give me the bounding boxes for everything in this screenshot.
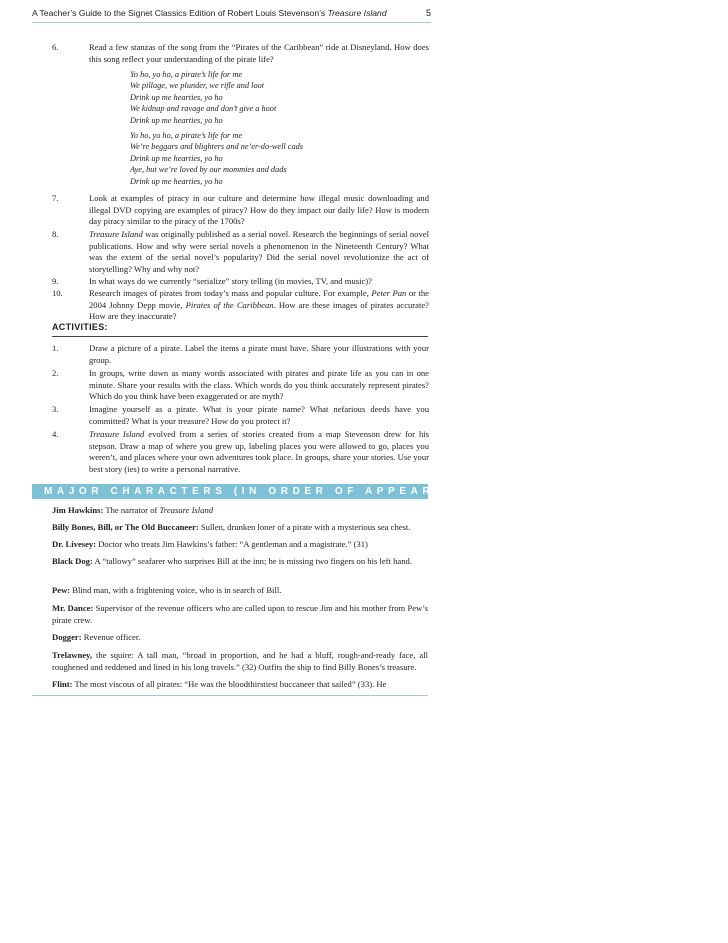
verse-line: We’re beggars and blighters and ne’er-do-well cads (130, 142, 303, 152)
character-name: Dogger: (52, 632, 82, 642)
verse-line: We pillage, we plunder, we rifle and loot (130, 81, 265, 91)
character-entry: Pew: Blind man, with a frightening voice, who is in search of Bill. (52, 585, 282, 595)
activities-divider (52, 336, 428, 337)
question-number: 9. (52, 276, 59, 286)
character-entry: Trelawney, the squire: A tall man, “broad in proportion, and he had a bluff, rough-and-ready face, all roughened and reddened and lined in his long travels.” (32) Outfits the ship to find Billy Bones’s treasure. (52, 650, 428, 672)
characters-heading: MAJOR CHARACTERS (IN ORDER OF APPEARANCE): (44, 486, 497, 497)
verse-line: Drink up me hearties, yo ho (130, 176, 223, 186)
question-number: 7. (52, 193, 59, 203)
character-entry: Jim Hawkins: The narrator of Treasure Island (52, 505, 214, 515)
verse-line: Drink up me hearties, yo ho (130, 115, 223, 125)
question-text: Research images of pirates from today’s mass and popular culture. For example, Peter Pan or the 2004 Johnny Depp movie, Pirates of the Caribbean. How are these images of pirates accurate? How are they inaccurate? (89, 288, 429, 322)
question-number: 10. (52, 288, 63, 298)
question-text: Treasure Island was originally published as a serial novel. Research the beginnings of serial novel publications. How and why were serial novels a phenomenon in the Nineteenth Century? What was the extent of the serial novel’s popularity? Did the serial novel revolutionize the act of storytelling? Why and why not? (89, 229, 429, 274)
song-stanza-1 (130, 69, 390, 126)
book-title: Treasure Island (159, 505, 214, 515)
song-stanza-2 (130, 130, 390, 187)
verse-line: We kidnap and ravage and don’t give a hoot (130, 104, 277, 114)
character-name: Flint: (52, 679, 73, 689)
question-number: 8. (52, 229, 59, 239)
book-title: Treasure Island (89, 429, 145, 439)
activity-number: 3. (52, 404, 59, 414)
character-entry: Flint: The most viscous of all pirates: “He was the bloodthirstiest buccaneer that sailed” (33). He (52, 679, 387, 689)
footer-divider (32, 695, 428, 696)
character-name: Trelawney, (52, 650, 93, 660)
activities-heading: ACTIVITIES: (52, 322, 108, 332)
activity-text: In groups, write down as many words associated with pirates and pirate life as you can in one minute. Share your results with the class. Which words do you think accurately represent pirates? Which do you think have been exaggerated or are myth? (89, 368, 429, 402)
activity-text: Treasure Island evolved from a series of stories created from a map Stevenson drew for his stepson. Draw a map of where you grew up, labeling places you were allowed to go, places you weren’t, and places where your own adventures took place. In groups, share your stories. Use your best story (ies) to write a personal narrative. (89, 429, 429, 474)
verse-line: Drink up me hearties, yo ho (130, 92, 223, 102)
activity-text: Imagine yourself as a pirate. What is your pirate name? What nefarious deeds have you committed? What is your treasure? How do you protect it? (89, 404, 429, 426)
character-name: Pew: (52, 585, 71, 595)
running-head-text: A Teacher’s Guide to the Signet Classics Edition of Robert Louis Stevenson’s Treasure Island (32, 8, 387, 18)
question-text: Look at examples of piracy in our culture and determine how illegal music downloading and illegal DVD copying are examples of piracy? How do they impact our daily life? How is modern day piracy similar to the piracy of the 1700s? (89, 193, 429, 227)
title-reference: Peter Pan (371, 288, 407, 298)
verse-line: Drink up me hearties, yo ho (130, 153, 223, 163)
character-name: Billy Bones, Bill, or The Old Buccaneer: (52, 522, 199, 532)
question-text: In what ways do we currently “serialize” story telling (in movies, TV, and music)? (89, 276, 372, 286)
activity-number: 1. (52, 343, 59, 353)
book-title: Treasure Island (89, 229, 143, 239)
character-name: Jim Hawkins: (52, 505, 104, 515)
character-entry: Dogger: Revenue officer. (52, 632, 141, 642)
question-text: Read a few stanzas of the song from the “Pirates of the Caribbean” ride at Disneyland. How does this song reflect your understanding of the pirate life? (89, 42, 429, 64)
running-head-book-title: Treasure Island (327, 8, 387, 18)
header-divider (32, 22, 431, 23)
verse-line: Yo ho, yo ho, a pirate’s life for me (130, 131, 243, 140)
character-name: Mr. Dance: (52, 603, 94, 613)
page-number: 5 (425, 8, 431, 18)
activity-text: Draw a picture of a pirate. Label the items a pirate must have. Share your illustrations with your group. (89, 343, 429, 365)
character-name: Dr. Livesey: (52, 539, 97, 549)
character-entry: Mr. Dance: Supervisor of the revenue officers who are called upon to rescue Jim and his mother from Pew’s pirate crew. (52, 603, 428, 625)
title-reference: Pirates of the Caribbean (185, 299, 274, 310)
character-entry: Dr. Livesey: Doctor who treats Jim Hawkins’s father: “A gentleman and a magistrate.” (31) (52, 539, 368, 549)
verse-line: Aye, but we’re loved by our mommies and dads (130, 165, 287, 175)
character-entry: Black Dog: A “tallowy” seafarer who surprises Bill at the inn; he is missing two fingers on his left hand. (52, 556, 412, 566)
running-head (32, 5, 431, 23)
section-banner (32, 484, 497, 499)
activity-number: 2. (52, 368, 59, 378)
question-number: 6. (52, 42, 59, 52)
activity-number: 4. (52, 429, 59, 439)
verse-line: Yo ho, yo ho, a pirate’s life for me (130, 70, 243, 79)
character-name: Black Dog: (52, 556, 93, 566)
character-entry: Billy Bones, Bill, or The Old Buccaneer: Sullen, drunken loner of a pirate with a mysterious sea chest. (52, 522, 411, 532)
